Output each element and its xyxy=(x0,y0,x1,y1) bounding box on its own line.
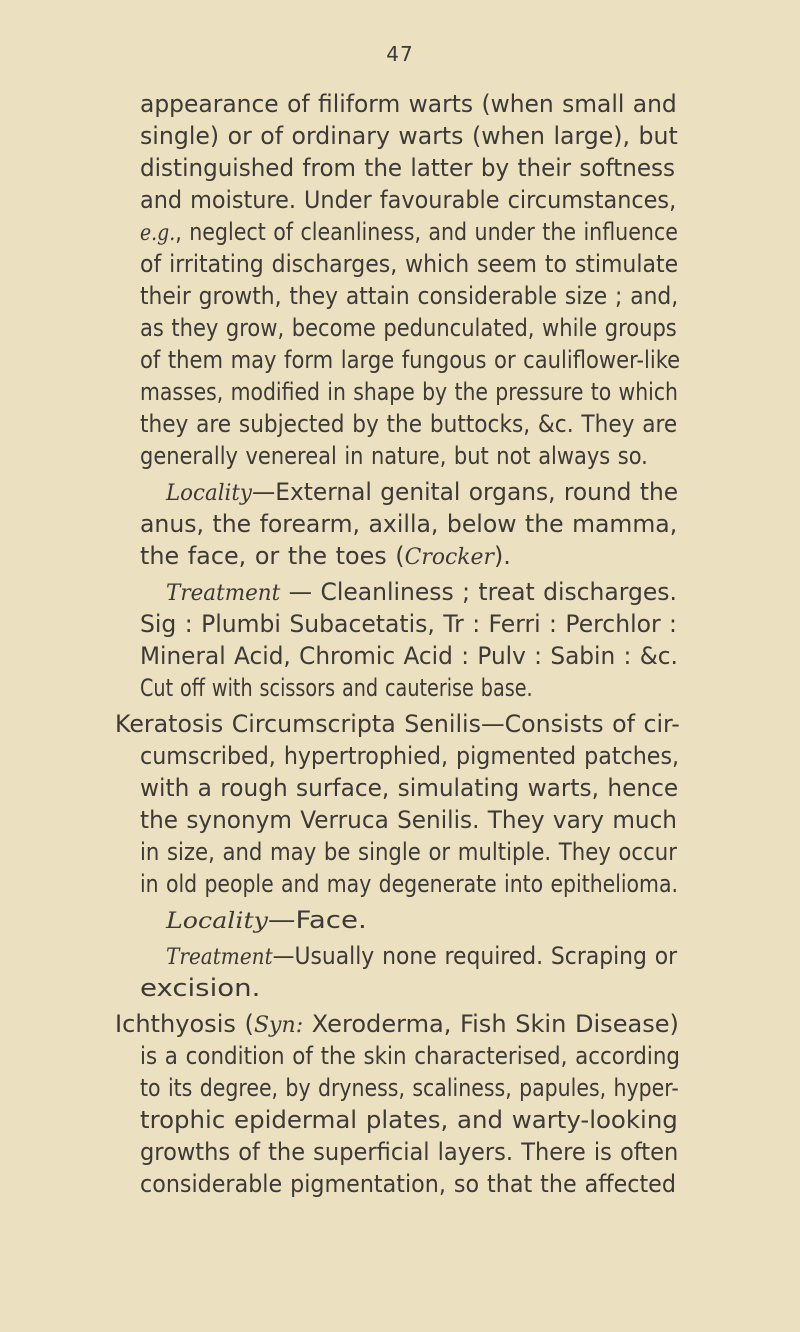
text-segment: Sig : Plumbi Subacetatis, Tr : Ferri : Perchlor : xyxy=(140,610,677,638)
text-segment: —Usually none required. Scraping or xyxy=(272,942,678,970)
text-line xyxy=(140,1168,676,1200)
text-line xyxy=(140,216,678,250)
text-segment: considerable pigmentation, so that the affected xyxy=(140,1170,676,1198)
text-segment: of irritating discharges, which seem to stimulate xyxy=(140,250,679,278)
text-segment: cumscribed, hypertrophied, pigmented patches, xyxy=(140,742,680,770)
text-line xyxy=(140,408,677,440)
text-line xyxy=(115,708,680,740)
text-line xyxy=(140,672,533,704)
text-line xyxy=(140,740,679,772)
text-line xyxy=(166,904,367,938)
text-segment: in size, and may be single or multiple. They occur xyxy=(140,838,677,866)
text-line xyxy=(140,88,677,120)
page-number: 47 xyxy=(386,42,414,66)
text-line xyxy=(140,836,677,868)
text-segment: single) or of ordinary warts (when large), but xyxy=(140,122,678,150)
text-line xyxy=(140,248,678,280)
text-segment: excision. xyxy=(140,974,261,1002)
text-segment: the synonym Verruca Senilis. They vary much xyxy=(140,806,677,834)
text-segment: , neglect of cleanliness, and under the influence xyxy=(175,218,678,246)
text-line xyxy=(140,804,677,836)
text-segment: their growth, they attain considerable size ; and, xyxy=(140,282,679,310)
text-line xyxy=(140,972,260,1004)
text-segment: — Cleanliness ; treat discharges. xyxy=(280,578,677,606)
text-line xyxy=(140,640,678,672)
text-segment: as they grow, become pedunculated, while groups xyxy=(140,314,677,342)
text-segment: —Face. xyxy=(267,906,367,934)
text-segment: growths of the superficial layers. There is often xyxy=(140,1138,679,1166)
text-line xyxy=(140,608,677,640)
text-line xyxy=(140,540,511,574)
text-line xyxy=(140,312,677,344)
text-segment: of them may form large fungous or cauliflower-like xyxy=(140,346,681,374)
text-segment: to its degree, by dryness, scaliness, papules, hyper- xyxy=(140,1074,679,1102)
text-segment: Ichthyosis ( xyxy=(115,1010,254,1038)
text-line xyxy=(140,1072,679,1104)
text-line xyxy=(140,152,675,184)
text-line xyxy=(140,508,677,540)
text-line xyxy=(140,772,678,804)
italic-text: Locality xyxy=(166,909,268,934)
text-segment: in old people and may degenerate into epithelioma. xyxy=(140,870,678,898)
text-line xyxy=(140,280,678,312)
text-segment: appearance of filiform warts (when small and xyxy=(140,90,677,118)
text-line xyxy=(140,440,648,472)
text-segment: and moisture. Under favourable circumstances, xyxy=(140,186,677,214)
text-segment: trophic epidermal plates, and warty-looking xyxy=(140,1106,678,1134)
text-segment: generally venereal in nature, but not always so. xyxy=(140,442,648,470)
text-segment: the face, or the toes ( xyxy=(140,542,405,570)
text-line xyxy=(166,476,678,510)
text-segment: they are subjected by the buttocks, &c. They are xyxy=(140,410,678,438)
text-line xyxy=(140,1040,680,1072)
text-segment: Mineral Acid, Chromic Acid : Pulv : Sabin : &c. xyxy=(140,642,678,670)
text-segment: masses, modified in shape by the pressure to which xyxy=(140,378,678,406)
text-segment: —External genital organs, round the xyxy=(251,478,679,506)
text-segment: with a rough surface, simulating warts, hence xyxy=(140,774,679,802)
text-segment: ). xyxy=(493,542,511,570)
text-segment: Keratosis Circumscripta Senilis—Consists of cir- xyxy=(115,710,680,738)
text-line xyxy=(140,868,678,900)
italic-text: Treatment xyxy=(166,581,281,606)
italic-text: e.g. xyxy=(140,221,176,246)
text-line xyxy=(140,376,678,408)
text-segment: is a condition of the skin characterised, according xyxy=(140,1042,680,1070)
text-line xyxy=(140,1136,678,1168)
text-line xyxy=(140,344,680,376)
text-line xyxy=(115,1008,679,1042)
text-line xyxy=(166,940,677,974)
text-segment: Cut off with scissors and cauterise base. xyxy=(140,674,533,702)
text-line xyxy=(140,1104,678,1136)
text-segment: distinguished from the latter by their softness xyxy=(140,154,676,182)
text-line xyxy=(166,576,677,610)
text-segment: Xeroderma, Fish Skin Disease) xyxy=(303,1010,679,1038)
text-line xyxy=(140,120,678,152)
italic-text: Locality xyxy=(166,481,252,506)
italic-text: Treatment xyxy=(166,945,273,970)
text-segment: anus, the forearm, axilla, below the mamma, xyxy=(140,510,678,538)
text-line xyxy=(140,184,676,216)
italic-text: Syn: xyxy=(253,1013,304,1038)
italic-text: Crocker xyxy=(404,545,494,570)
